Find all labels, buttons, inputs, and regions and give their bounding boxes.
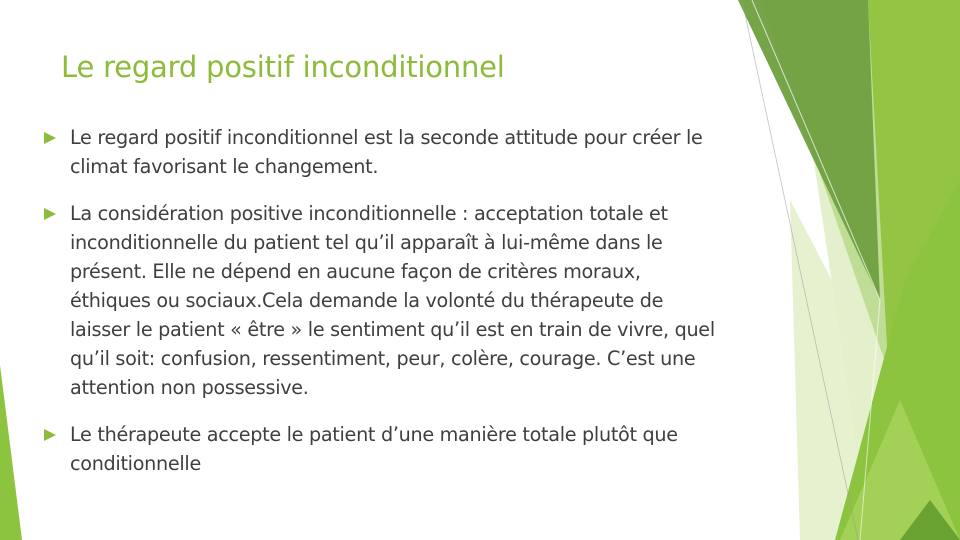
bullet-text: La considération positive inconditionnelle : acceptation totale et inconditionnelle du patient tel qu’il apparaît à lui-même dans le présent. Elle ne dépend en aucune façon de critères moraux, éthiques ou sociaux.Cela demande la volonté du thérapeute de laisser le patient « être » le sentiment qu’il est en train de vivre, quel qu’il soit: confusion, ressentiment, peur, colère, courage. C’est une attention non possessive.: [70, 202, 715, 399]
triangle-right-icon: [44, 132, 56, 144]
bullet-text: Le regard positif inconditionnel est la seconde attitude pour créer le climat favorisant le changement.: [70, 126, 703, 178]
triangle-right-icon: [44, 208, 56, 220]
left-accent-triangle: [0, 0, 40, 540]
bullet-item: [44, 420, 724, 478]
slide-title: Le regard positif inconditionnel: [61, 50, 505, 84]
bullet-item: [44, 123, 724, 181]
bullet-list: [44, 123, 724, 496]
triangle-right-icon: [44, 429, 56, 441]
bullet-item: [44, 199, 724, 402]
bullet-text: Le thérapeute accepte le patient d’une manière totale plutôt que conditionnelle: [70, 423, 678, 475]
